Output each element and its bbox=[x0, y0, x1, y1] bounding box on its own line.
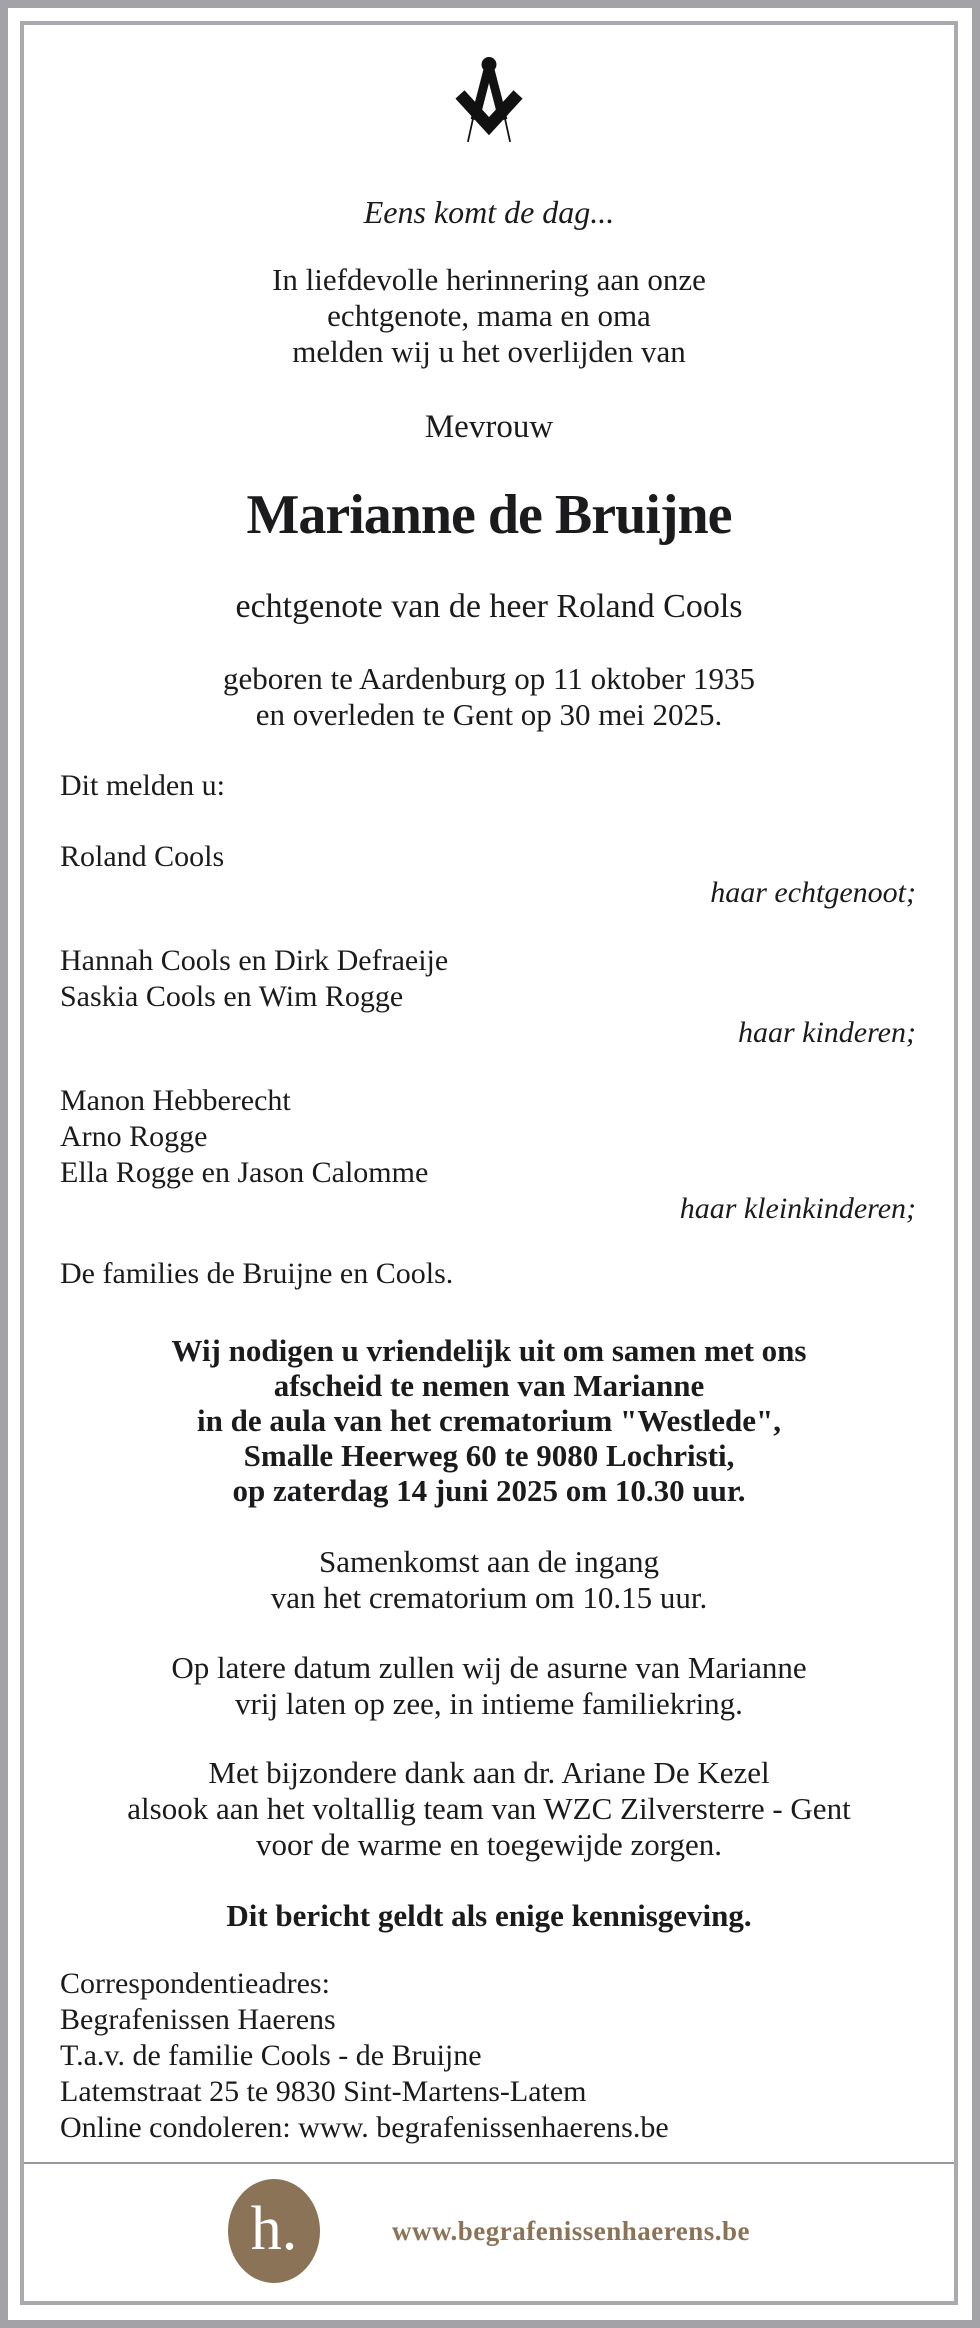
obituary-page bbox=[20, 21, 958, 2305]
relation-label: haar echtgenoot; bbox=[710, 876, 916, 909]
invitation-line: afscheid te nemen van Marianne bbox=[273, 1368, 705, 1403]
opening-phrase: Eens komt de dag... bbox=[363, 194, 615, 230]
salutation: Mevrouw bbox=[424, 409, 554, 445]
relative-name: Ella Rogge en Jason Calomme bbox=[60, 1156, 429, 1189]
relative-name: Saskia Cools en Wim Rogge bbox=[60, 980, 404, 1013]
footer-divider bbox=[24, 2162, 954, 2164]
thanks-block bbox=[60, 1755, 918, 1863]
relatives-group-spouse bbox=[60, 839, 918, 875]
relative-name: Roland Cools bbox=[60, 840, 225, 873]
relatives-group-grandchildren bbox=[60, 1083, 918, 1191]
funeral-home-logo bbox=[228, 2179, 320, 2283]
footer bbox=[60, 2177, 918, 2285]
thanks-line: alsook aan het voltallig team van WZC Zilversterre - Gent bbox=[127, 1791, 851, 1826]
correspondence-block bbox=[60, 1966, 918, 2146]
obituary-content bbox=[24, 25, 954, 2301]
invitation-line: Smalle Heerweg 60 te 9080 Lochristi, bbox=[243, 1438, 735, 1473]
correspondence-line: Online condoleren: www. begrafenissenhaerens.be bbox=[60, 2111, 669, 2144]
life-block bbox=[60, 661, 918, 733]
invitation-line: Wij nodigen u vriendelijk uit om samen met ons bbox=[171, 1333, 807, 1368]
correspondence-label: Correspondentieadres: bbox=[60, 1967, 330, 2000]
thanks-line: voor de warme en toegewijde zorgen. bbox=[256, 1827, 722, 1862]
intro-line: In liefdevolle herinnering aan onze bbox=[272, 262, 706, 297]
gathering-line: Samenkomst aan de ingang bbox=[318, 1544, 660, 1579]
thanks-line: Met bijzondere dank aan dr. Ariane De Kezel bbox=[208, 1755, 770, 1790]
gathering-block bbox=[60, 1544, 918, 1616]
footer-website: www.begrafenissenhaerens.be bbox=[391, 2215, 750, 2246]
relation-label: haar kleinkinderen; bbox=[679, 1192, 916, 1225]
life-line: en overleden te Gent op 30 mei 2025. bbox=[255, 697, 723, 732]
correspondence-line: Begrafenissen Haerens bbox=[60, 2003, 336, 2036]
logo-monogram: h. bbox=[250, 2195, 298, 2263]
correspondence-line: Latemstraat 25 te 9830 Sint-Martens-Latem bbox=[60, 2075, 587, 2108]
intro-line: echtgenote, mama en oma bbox=[327, 298, 651, 333]
spouse-line: echtgenote van de heer Roland Cools bbox=[235, 588, 743, 625]
relative-name: Manon Hebberecht bbox=[60, 1084, 291, 1117]
notice-line: Dit bericht geldt als enige kennisgeving. bbox=[226, 1898, 752, 1933]
relatives-group-children bbox=[60, 943, 918, 1015]
relation-label: haar kinderen; bbox=[737, 1016, 916, 1049]
deceased-name: Marianne de Bruijne bbox=[246, 484, 732, 546]
gathering-line: van het crematorium om 10.15 uur. bbox=[270, 1580, 708, 1615]
announcement-intro: Dit melden u: bbox=[60, 769, 225, 802]
intro-line: melden wij u het overlijden van bbox=[292, 334, 686, 369]
invitation-block bbox=[60, 1333, 918, 1508]
invitation-line: op zaterdag 14 juni 2025 om 10.30 uur. bbox=[232, 1473, 746, 1508]
correspondence-line: T.a.v. de familie Cools - de Bruijne bbox=[60, 2039, 482, 2072]
ashes-block bbox=[60, 1650, 918, 1722]
families-line: De families de Bruijne en Cools. bbox=[60, 1257, 454, 1290]
intro-block bbox=[60, 262, 918, 370]
square-and-compasses-icon bbox=[445, 53, 533, 150]
relative-name: Hannah Cools en Dirk Defraeije bbox=[60, 944, 449, 977]
invitation-line: in de aula van het crematorium "Westlede", bbox=[196, 1403, 782, 1438]
life-line: geboren te Aardenburg op 11 oktober 1935 bbox=[222, 661, 756, 696]
ashes-line: Op latere datum zullen wij de asurne van Marianne bbox=[171, 1650, 807, 1685]
ashes-line: vrij laten op zee, in intieme familiekring. bbox=[235, 1686, 743, 1721]
emblem-wrap bbox=[60, 53, 918, 150]
relative-name: Arno Rogge bbox=[60, 1120, 208, 1153]
